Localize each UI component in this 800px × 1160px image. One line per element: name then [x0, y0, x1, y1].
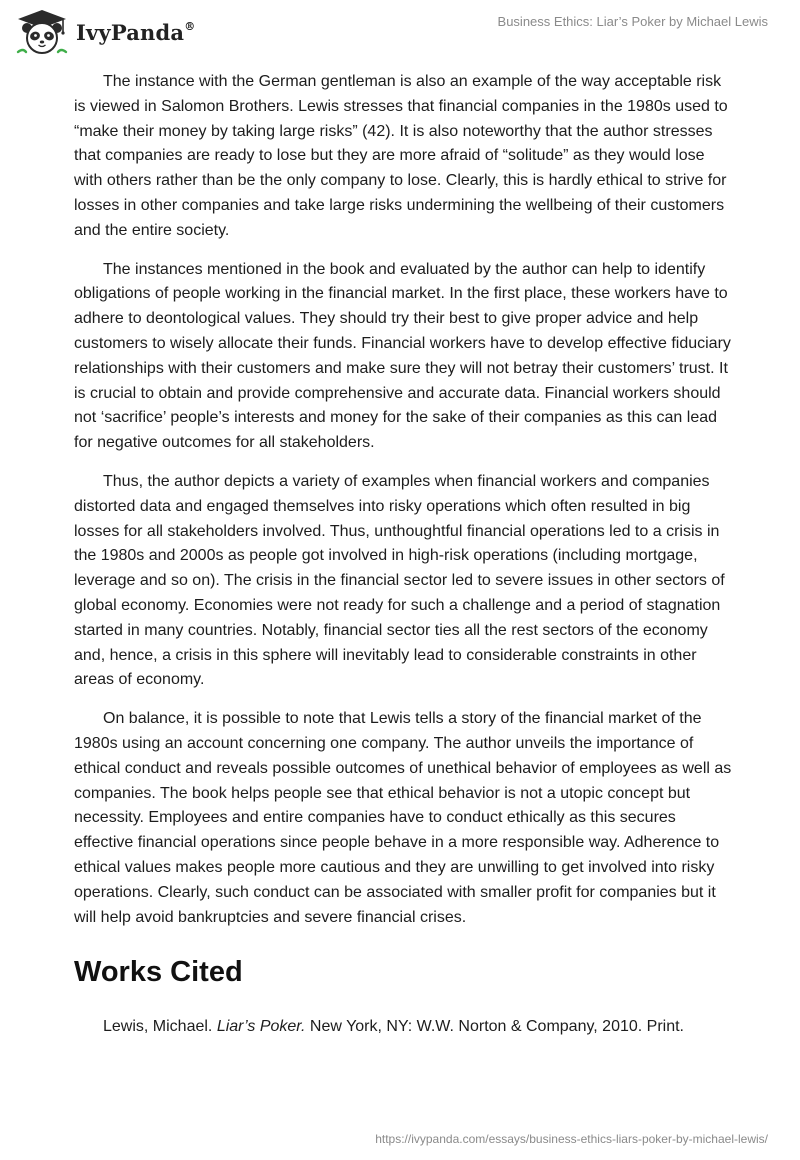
paragraph: Thus, the author depicts a variety of examples when financial workers and companies distorted data and engaged themselves into risky operations which often resulted in big losses for all stakeholders involved. Thus, unthoughtful financial operations led to a crisis in the 1980s and 2000s as people got involved in high-risk operations (including mortgage, leverage and so on). The crisis in the financial sector led to severe issues in other sectors of global economy. Economies were not ready for such a challenge and a period of stagnation started in many countries. Notably, financial sector ties all the rest sectors of the economy and, hence, a crisis in this sphere will inevitably lead to considerable constraints in other areas of economy. — [74, 472, 725, 689]
paragraph: The instance with the German gentleman is also an example of the way acceptable risk is viewed in Salomon Brothers. Lewis stresses that financial companies in the 1980s used to “make their money by taking large risks” (42). It is also noteworthy that the author stresses that companies are ready to lose but they are more afraid of “solitude” as they would lose with others rather than be the only company to lose. Clearly, this is hardly ethical to strive for losses in other companies and take large risks undermining the wellbeing of their customers and the entire society. — [74, 73, 728, 239]
running-title: Business Ethics: Liar’s Poker by Michael Lewis — [497, 14, 768, 29]
brand-name: IvyPanda® — [76, 19, 196, 45]
brand-logo[interactable] — [14, 8, 195, 56]
paragraph: On balance, it is possible to note that Lewis tells a story of the financial market of the 1980s using an account concerning one company. The author unveils the importance of ethical conduct and reveals possible outcomes of unethical behavior of employees as well as companies. The book helps people see that ethical behavior is not a utopic concept but necessity. Employees and entire companies have to conduct ethically as this secures effective financial operations since people behave in a more responsible way. Adherence to ethical values makes people more cautious and they are unwilling to get involved into risky operations. Clearly, such conduct can be associated with smaller profit for companies but it will help avoid bankruptcies and severe financial crises. — [74, 710, 732, 926]
source-url-link[interactable]: https://ivypanda.com/essays/business-ethics-liars-poker-by-michael-lewis/ — [375, 1132, 768, 1146]
panda-graduate-icon — [14, 8, 70, 56]
registered-mark: ® — [184, 19, 196, 33]
page-header — [0, 0, 800, 64]
citation-entry — [74, 1015, 734, 1039]
paragraph: The instances mentioned in the book and evaluated by the author can help to identify obligations of people working in the financial market. In the first place, these workers have to adhere to deontological values. They should try their best to give proper advice and help customers to wisely allocate their funds. Financial workers have to develop effective fiduciary relationships with their customers and make sure they will not betray their customers’ trust. It is crucial to obtain and provide comprehensive and accurate data. Financial workers should not ‘sacrifice’ people’s interests and money for the sake of their companies as this can lead for negative outcomes for all stakeholders. — [74, 260, 731, 452]
citation-author: Lewis, Michael. — [103, 1018, 217, 1036]
citation-title: Liar’s Poker. — [216, 1018, 306, 1036]
essay-body — [74, 70, 734, 1039]
citation-publication: New York, NY: W.W. Norton & Company, 2010. Print. — [305, 1018, 684, 1036]
works-cited-heading: Works Cited — [74, 956, 243, 989]
